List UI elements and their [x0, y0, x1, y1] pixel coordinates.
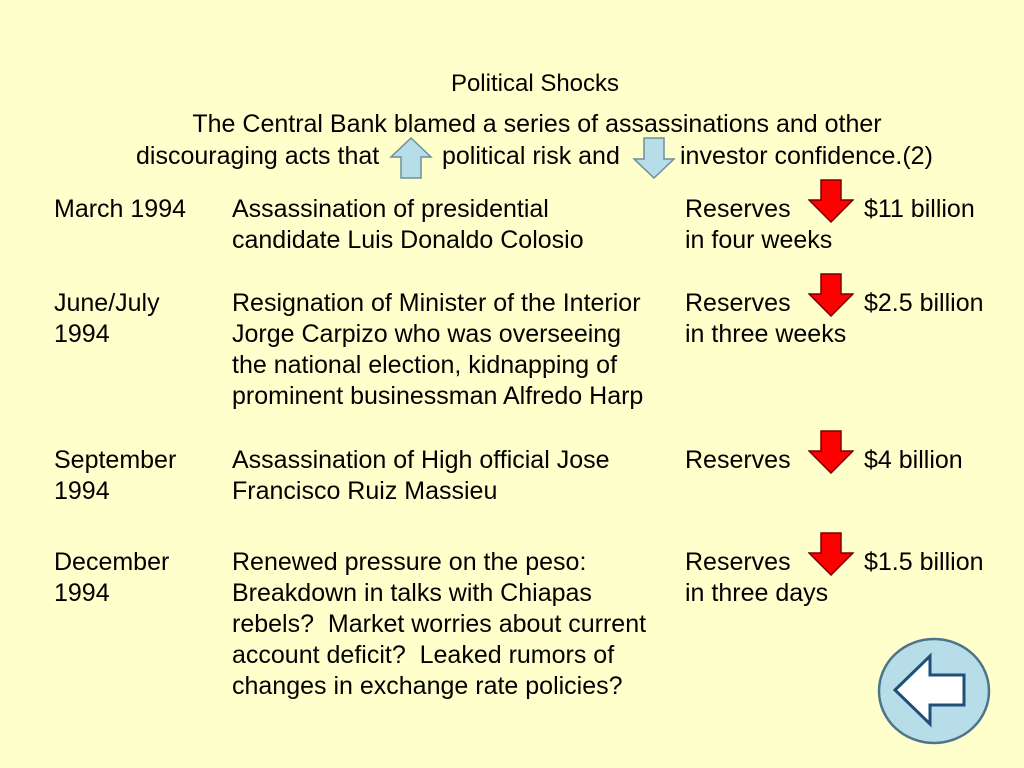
event-row — [0, 547, 1024, 700]
event-date — [54, 194, 186, 225]
reserves-label: Reserves — [685, 548, 791, 576]
reserves-label: Reserves — [685, 446, 791, 474]
event-description-line: Jorge Carpizo who was overseeing — [232, 320, 622, 348]
reserves-amount: $2.5 billion — [864, 289, 984, 317]
red-down-arrow-icon — [808, 273, 854, 317]
event-date — [54, 445, 176, 507]
event-row — [0, 445, 1024, 505]
up-arrow-icon — [389, 137, 433, 180]
event-description-line: rebels? Market worries about current — [232, 610, 647, 638]
event-description-line: the national election, kidnapping of — [232, 351, 618, 379]
reserves-label: Reserves — [685, 195, 791, 223]
reserves-label: Reserves — [685, 289, 791, 317]
event-description-line: account deficit? Leaked rumors of — [232, 641, 615, 669]
event-date-line: December — [54, 548, 170, 576]
event-date-line: 1994 — [54, 320, 110, 348]
back-button[interactable] — [877, 637, 991, 745]
down-arrow-icon — [632, 137, 676, 180]
intro-line-1: The Central Bank blamed a series of assassinations and other — [192, 110, 882, 138]
red-down-arrow-icon — [808, 179, 854, 223]
intro-line-2-end: investor confidence.(2) — [680, 142, 933, 170]
slide-title: Political Shocks — [450, 70, 620, 97]
red-down-arrow-icon — [808, 430, 854, 474]
event-description-line: Assassination of High official Jose — [232, 446, 610, 474]
event-description — [232, 288, 643, 412]
event-date — [54, 288, 160, 350]
event-date-line: 1994 — [54, 579, 110, 607]
event-description — [232, 194, 584, 256]
event-date — [54, 547, 169, 609]
event-description-line: changes in exchange rate policies? — [232, 672, 623, 700]
reserves-info — [685, 445, 791, 476]
red-down-arrow-icon — [808, 532, 854, 576]
reserves-amount: $11 billion — [864, 195, 975, 223]
reserves-period: in three weeks — [685, 320, 847, 348]
event-row — [0, 288, 1024, 410]
reserves-amount: $1.5 billion — [864, 548, 984, 576]
event-description-line: Breakdown in talks with Chiapas — [232, 579, 592, 607]
event-description — [232, 445, 610, 507]
event-row — [0, 194, 1024, 254]
event-description — [232, 547, 646, 702]
event-description-line: Francisco Ruiz Massieu — [232, 477, 498, 505]
event-date-line: 1994 — [54, 477, 110, 505]
event-date-line: June/July — [54, 289, 160, 317]
reserves-info — [685, 547, 828, 609]
event-description-line: Resignation of Minister of the Interior — [232, 289, 641, 317]
event-date-line: September — [54, 446, 177, 474]
event-description-line: Assassination of presidential — [232, 195, 549, 223]
event-description-line: candidate Luis Donaldo Colosio — [232, 226, 584, 254]
reserves-period: in three days — [685, 579, 829, 607]
reserves-amount: $4 billion — [864, 446, 963, 474]
reserves-period: in four weeks — [685, 226, 833, 254]
event-description-line: Renewed pressure on the peso: — [232, 548, 587, 576]
event-description-line: prominent businessman Alfredo Harp — [232, 382, 644, 410]
intro-line-2-start: discouraging acts that — [136, 142, 380, 170]
event-date-line: March 1994 — [54, 195, 187, 223]
intro-line-2-middle: political risk and — [442, 142, 620, 170]
